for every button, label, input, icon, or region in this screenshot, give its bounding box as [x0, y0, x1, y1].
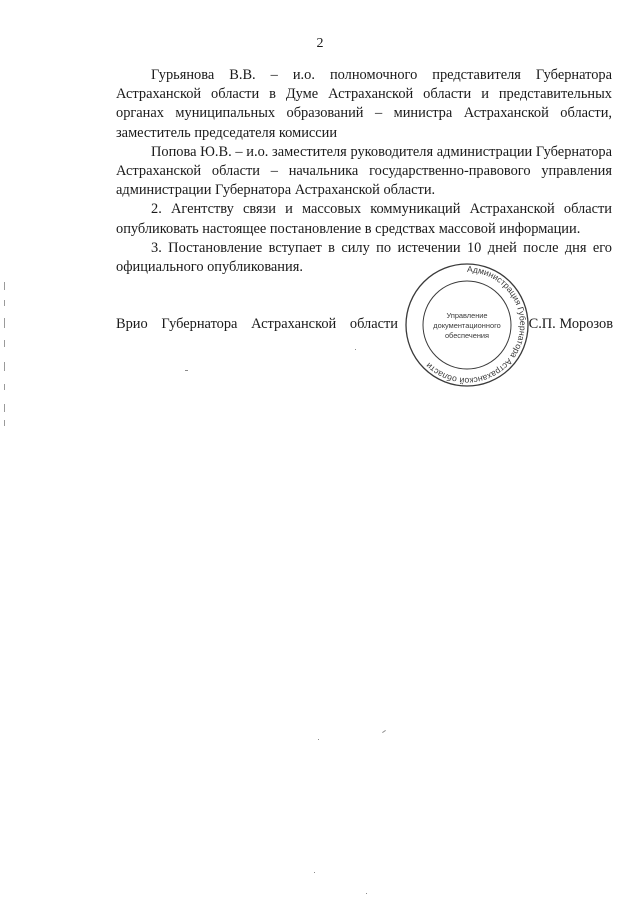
- signatory-name: С.П. Морозов: [528, 316, 613, 332]
- scan-speck: [314, 872, 315, 873]
- scan-speck: [318, 739, 319, 740]
- signatory-title: Врио Губернатора Астраханской области: [116, 316, 398, 332]
- scan-mark: [4, 340, 5, 347]
- scan-speck: [185, 370, 188, 371]
- scan-mark: [4, 420, 5, 426]
- scan-speck: [382, 730, 386, 733]
- scan-speck: [366, 893, 367, 894]
- stamp-line-1: Управление: [446, 311, 488, 320]
- scan-mark: [4, 282, 5, 290]
- page-number: 2: [316, 36, 324, 51]
- paragraph-guryanova: Гурьянова В.В. – и.о. полномочного представителя Губернатора Астраханской области в Думе Астраханской области и представительных органах муниципальных образований – министра Астраханской области, заместитель председателя комиссии: [116, 67, 612, 141]
- scan-mark: [4, 384, 5, 390]
- stamp-line-3: обеспечения: [444, 331, 490, 340]
- scan-speck: [355, 349, 356, 350]
- paragraph-item-3: 3. Постановление вступает в силу по истечении 10 дней после дня его официального опубликования.: [116, 239, 612, 276]
- paragraph-item-2: 2. Агентству связи и массовых коммуникаций Астраханской области опубликовать настоящее постановление в средствах массовой информации.: [116, 201, 612, 237]
- stamp-line-2: документационного: [433, 321, 501, 330]
- signature-block: [116, 314, 613, 334]
- stamp-outer-text: Администрация Губернатора Астраханской области: [423, 263, 529, 387]
- scan-mark: [4, 362, 5, 371]
- document-body: [116, 66, 612, 277]
- official-stamp: [404, 262, 530, 388]
- scan-mark: [4, 404, 5, 412]
- paragraph-popova: Попова Ю.В. – и.о. заместителя руководителя администрации Губернатора Астраханской области – начальника государственно-правового управления администрации Губернатора Астраханской области.: [116, 143, 612, 199]
- scan-mark: [4, 318, 5, 328]
- scan-mark: [4, 300, 5, 306]
